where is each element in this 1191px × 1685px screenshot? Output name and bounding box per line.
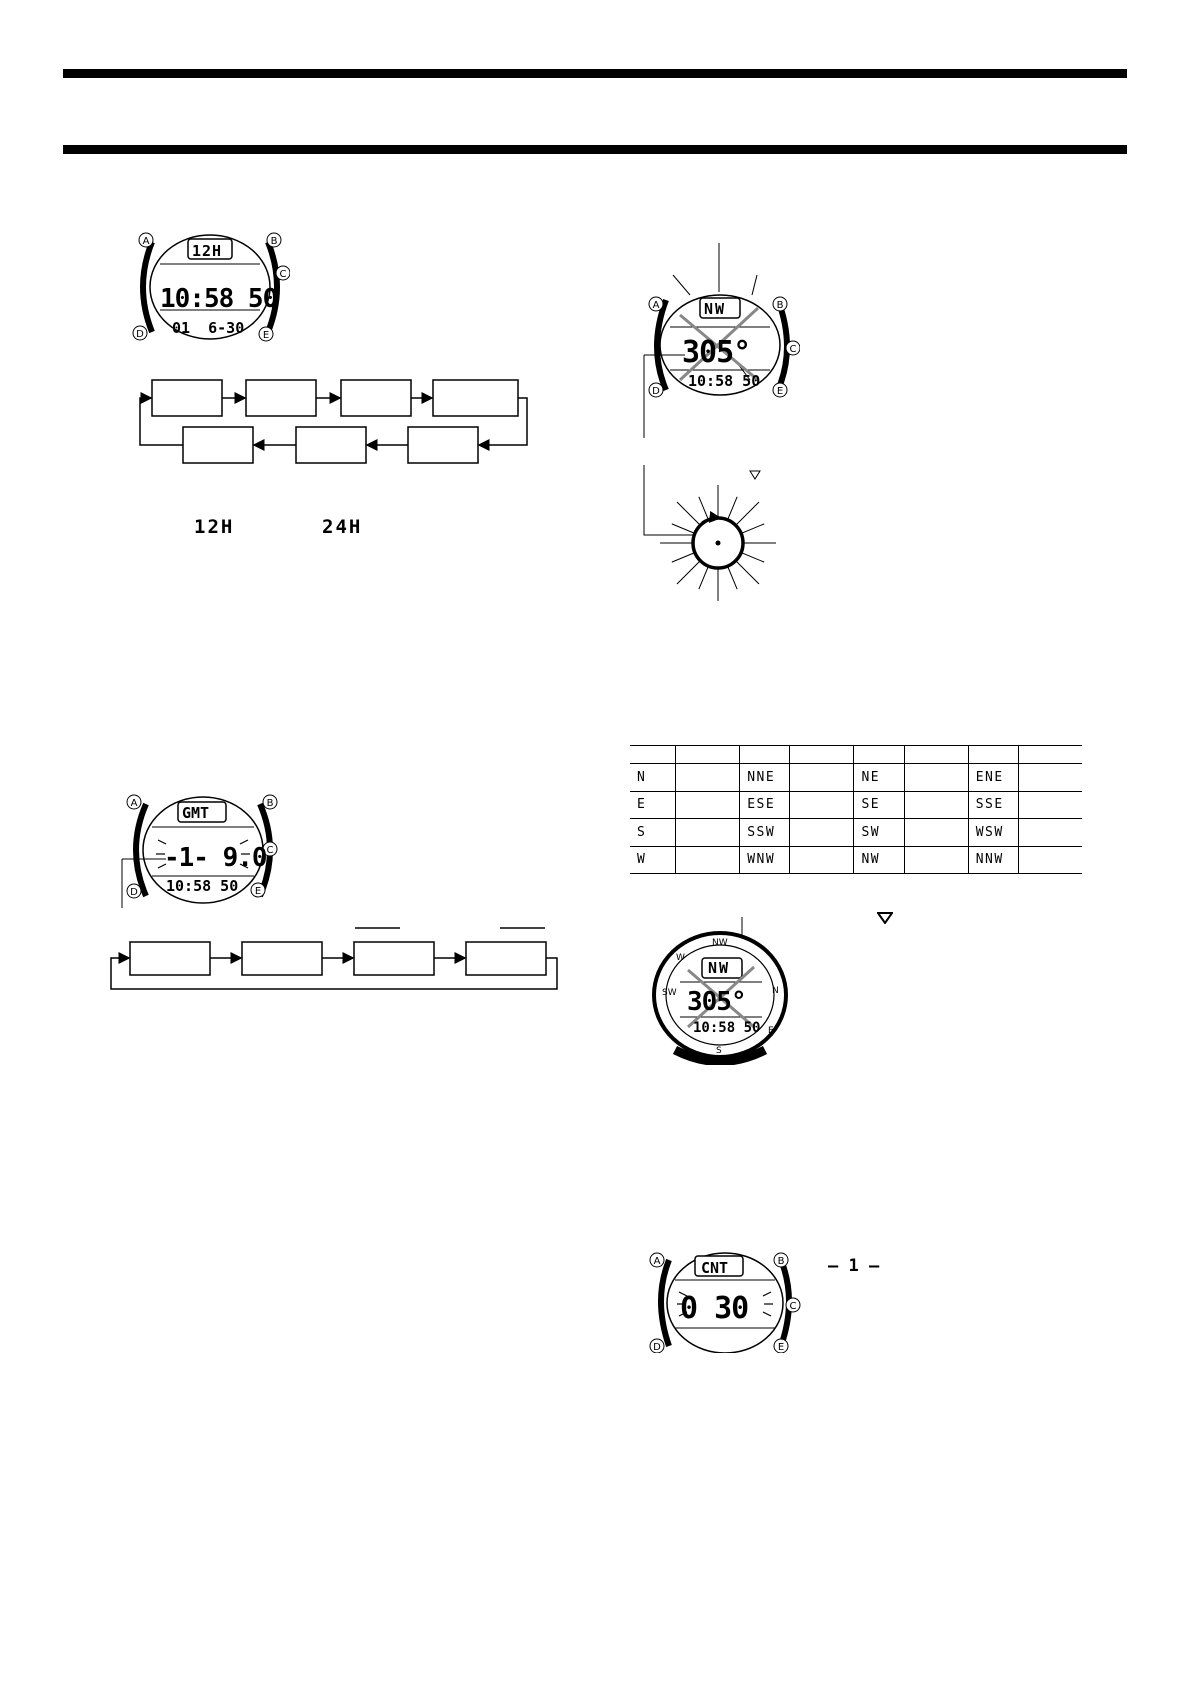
- svg-text:E: E: [254, 886, 262, 897]
- north-triangle-icon: [750, 471, 760, 479]
- mode-flow-diagram: [130, 375, 530, 470]
- button-a-label: A: [142, 236, 150, 247]
- svg-text:C: C: [266, 845, 274, 856]
- watch-compass-direction-label: NW: [704, 300, 727, 318]
- count-indicator: – 1 –: [828, 1256, 880, 1276]
- svg-text:B: B: [776, 300, 784, 311]
- format-24h-option: 24H: [322, 516, 363, 538]
- flow-box-6: [296, 427, 366, 463]
- watch-bezel-direction-label: NW: [708, 959, 731, 977]
- flow-box-7: [408, 427, 478, 463]
- svg-text:D: D: [130, 887, 138, 898]
- watch-compass-time-display: 10:58 50: [688, 372, 761, 390]
- header-bottom-bar: [63, 145, 1127, 154]
- bezel-mark-s: S: [716, 1046, 722, 1056]
- bezel-mark-sw: SW: [662, 988, 677, 998]
- watch-gmt-offset-display: -1- 9.0: [164, 843, 267, 873]
- flow-box-3: [341, 380, 411, 416]
- svg-text:D: D: [653, 1342, 661, 1353]
- header-top-bar: [63, 69, 1127, 78]
- bezel-mark-w: W: [676, 953, 685, 963]
- flow-box-5: [183, 427, 253, 463]
- svg-text:E: E: [777, 1342, 785, 1353]
- bezel-mark-nw: NW: [712, 938, 728, 948]
- svg-text:C: C: [789, 1301, 797, 1312]
- watch-count-mode-label: CNT: [701, 1259, 729, 1277]
- watch-compass-bearing-display: 305°: [682, 335, 751, 370]
- gmt-flow-diagram: [105, 923, 565, 993]
- table-row: E ESE SE SSE: [630, 791, 1082, 819]
- bezel-mark-n: N: [772, 986, 779, 996]
- svg-text:E: E: [776, 386, 784, 397]
- button-c-label: C: [279, 269, 287, 280]
- gmt-flow-box-2: [242, 942, 322, 975]
- svg-text:A: A: [652, 300, 660, 311]
- button-e-label: E: [262, 330, 270, 341]
- gmt-flow-box-4: [466, 942, 546, 975]
- table-row: S SSW SW WSW: [630, 819, 1082, 847]
- watch-time-mode-label: 12H: [192, 242, 223, 260]
- table-row: W WNW NW NNW: [630, 846, 1082, 874]
- gmt-flow-box-3: [354, 942, 434, 975]
- watch-bezel-time-display: 10:58 50: [693, 1020, 761, 1036]
- svg-text:A: A: [653, 1256, 661, 1267]
- watch-gmt-mode-label: GMT: [182, 804, 210, 822]
- watch-gmt-time-display: 10:58 50: [166, 877, 239, 895]
- direction-table: [630, 745, 1082, 874]
- svg-text:C: C: [789, 344, 797, 355]
- flow-box-1: [152, 380, 222, 416]
- svg-text:D: D: [652, 386, 660, 397]
- watch-time-date-display: 01 6-30: [172, 319, 245, 337]
- button-d-label: D: [136, 329, 144, 340]
- svg-text:A: A: [130, 798, 138, 809]
- watch-time-main-display: 10:58 50: [160, 284, 278, 314]
- button-b-label: B: [270, 236, 278, 247]
- svg-text:B: B: [777, 1256, 785, 1267]
- table-row: N NNE NE ENE: [630, 764, 1082, 792]
- svg-text:B: B: [266, 798, 274, 809]
- compass-rose-diagram: [638, 465, 778, 605]
- flow-box-4: [433, 380, 518, 416]
- format-12h-option: 12H: [194, 516, 235, 538]
- flow-box-2: [246, 380, 316, 416]
- bezel-mark-e: E: [768, 1026, 774, 1036]
- down-triangle-icon: [877, 912, 893, 924]
- watch-bezel-bearing-display: 305°: [687, 987, 746, 1017]
- watch-count-display: 0 30: [680, 1291, 749, 1326]
- gmt-flow-box-1: [130, 942, 210, 975]
